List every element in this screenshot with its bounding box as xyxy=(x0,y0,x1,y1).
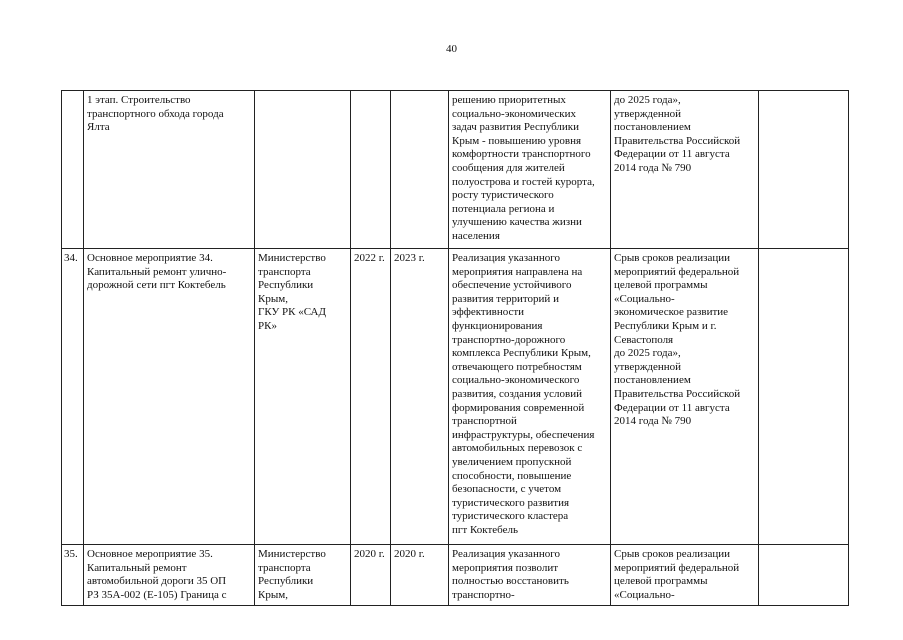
end-year: 2020 г. xyxy=(391,545,449,606)
row-number: 34. xyxy=(62,249,84,545)
row-number: 35. xyxy=(62,545,84,606)
executor: Министерство транспорта Республики Крым, xyxy=(255,545,351,606)
table-row xyxy=(62,91,849,249)
note xyxy=(759,249,849,545)
measures-table xyxy=(61,90,849,606)
measure-name: 1 этап. Строительство транспортного обхода города Ялта xyxy=(84,91,255,249)
end-year xyxy=(391,91,449,249)
row-number xyxy=(62,91,84,249)
page-number: 40 xyxy=(446,43,457,55)
table-row xyxy=(62,249,849,545)
note xyxy=(759,545,849,606)
start-year xyxy=(351,91,391,249)
table-row xyxy=(62,545,849,606)
start-year: 2022 г. xyxy=(351,249,391,545)
executor xyxy=(255,91,351,249)
executor: Министерство транспорта Республики Крым, ГКУ РК «САД РК» xyxy=(255,249,351,545)
expected-result: Реализация указанного мероприятия направлена на обеспечение устойчивого развития территорий и эффективности функционирования транспортно-дорожного комплекса Республики Крым, отвечающего потребностям социально-экономического развития, создания условий формирования современной транспортной инфраструктуры, обеспечения автомобильных перевозок с увеличением пропускной способности, повышение безопасности, с учетом туристического развития туристического кластера пгт Коктебель xyxy=(449,249,611,545)
note xyxy=(759,91,849,249)
measure-name: Основное мероприятие 34. Капитальный ремонт улично- дорожной сети пгт Коктебель xyxy=(84,249,255,545)
consequence: Срыв сроков реализации мероприятий федеральной целевой программы «Социально- xyxy=(611,545,759,606)
end-year: 2023 г. xyxy=(391,249,449,545)
start-year: 2020 г. xyxy=(351,545,391,606)
measure-name: Основное мероприятие 35. Капитальный ремонт автомобильной дороги 35 ОП РЗ 35А-002 (Е-105) Граница с xyxy=(84,545,255,606)
consequence: Срыв сроков реализации мероприятий федеральной целевой программы «Социально- экономическое развитие Республики Крым и г. Севастополя до 2025 года», утвержденной постановлением Правительства Российской Федерации от 11 августа 2014 года № 790 xyxy=(611,249,759,545)
expected-result: решению приоритетных социально-экономических задач развития Республики Крым - повышению уровня комфортности транспортного сообщения для жителей полуострова и гостей курорта, росту туристического потенциала региона и улучшению качества жизни населения xyxy=(449,91,611,249)
expected-result: Реализация указанного мероприятия позволит полностью восстановить транспортно- xyxy=(449,545,611,606)
consequence: до 2025 года», утвержденной постановлением Правительства Российской Федерации от 11 августа 2014 года № 790 xyxy=(611,91,759,249)
